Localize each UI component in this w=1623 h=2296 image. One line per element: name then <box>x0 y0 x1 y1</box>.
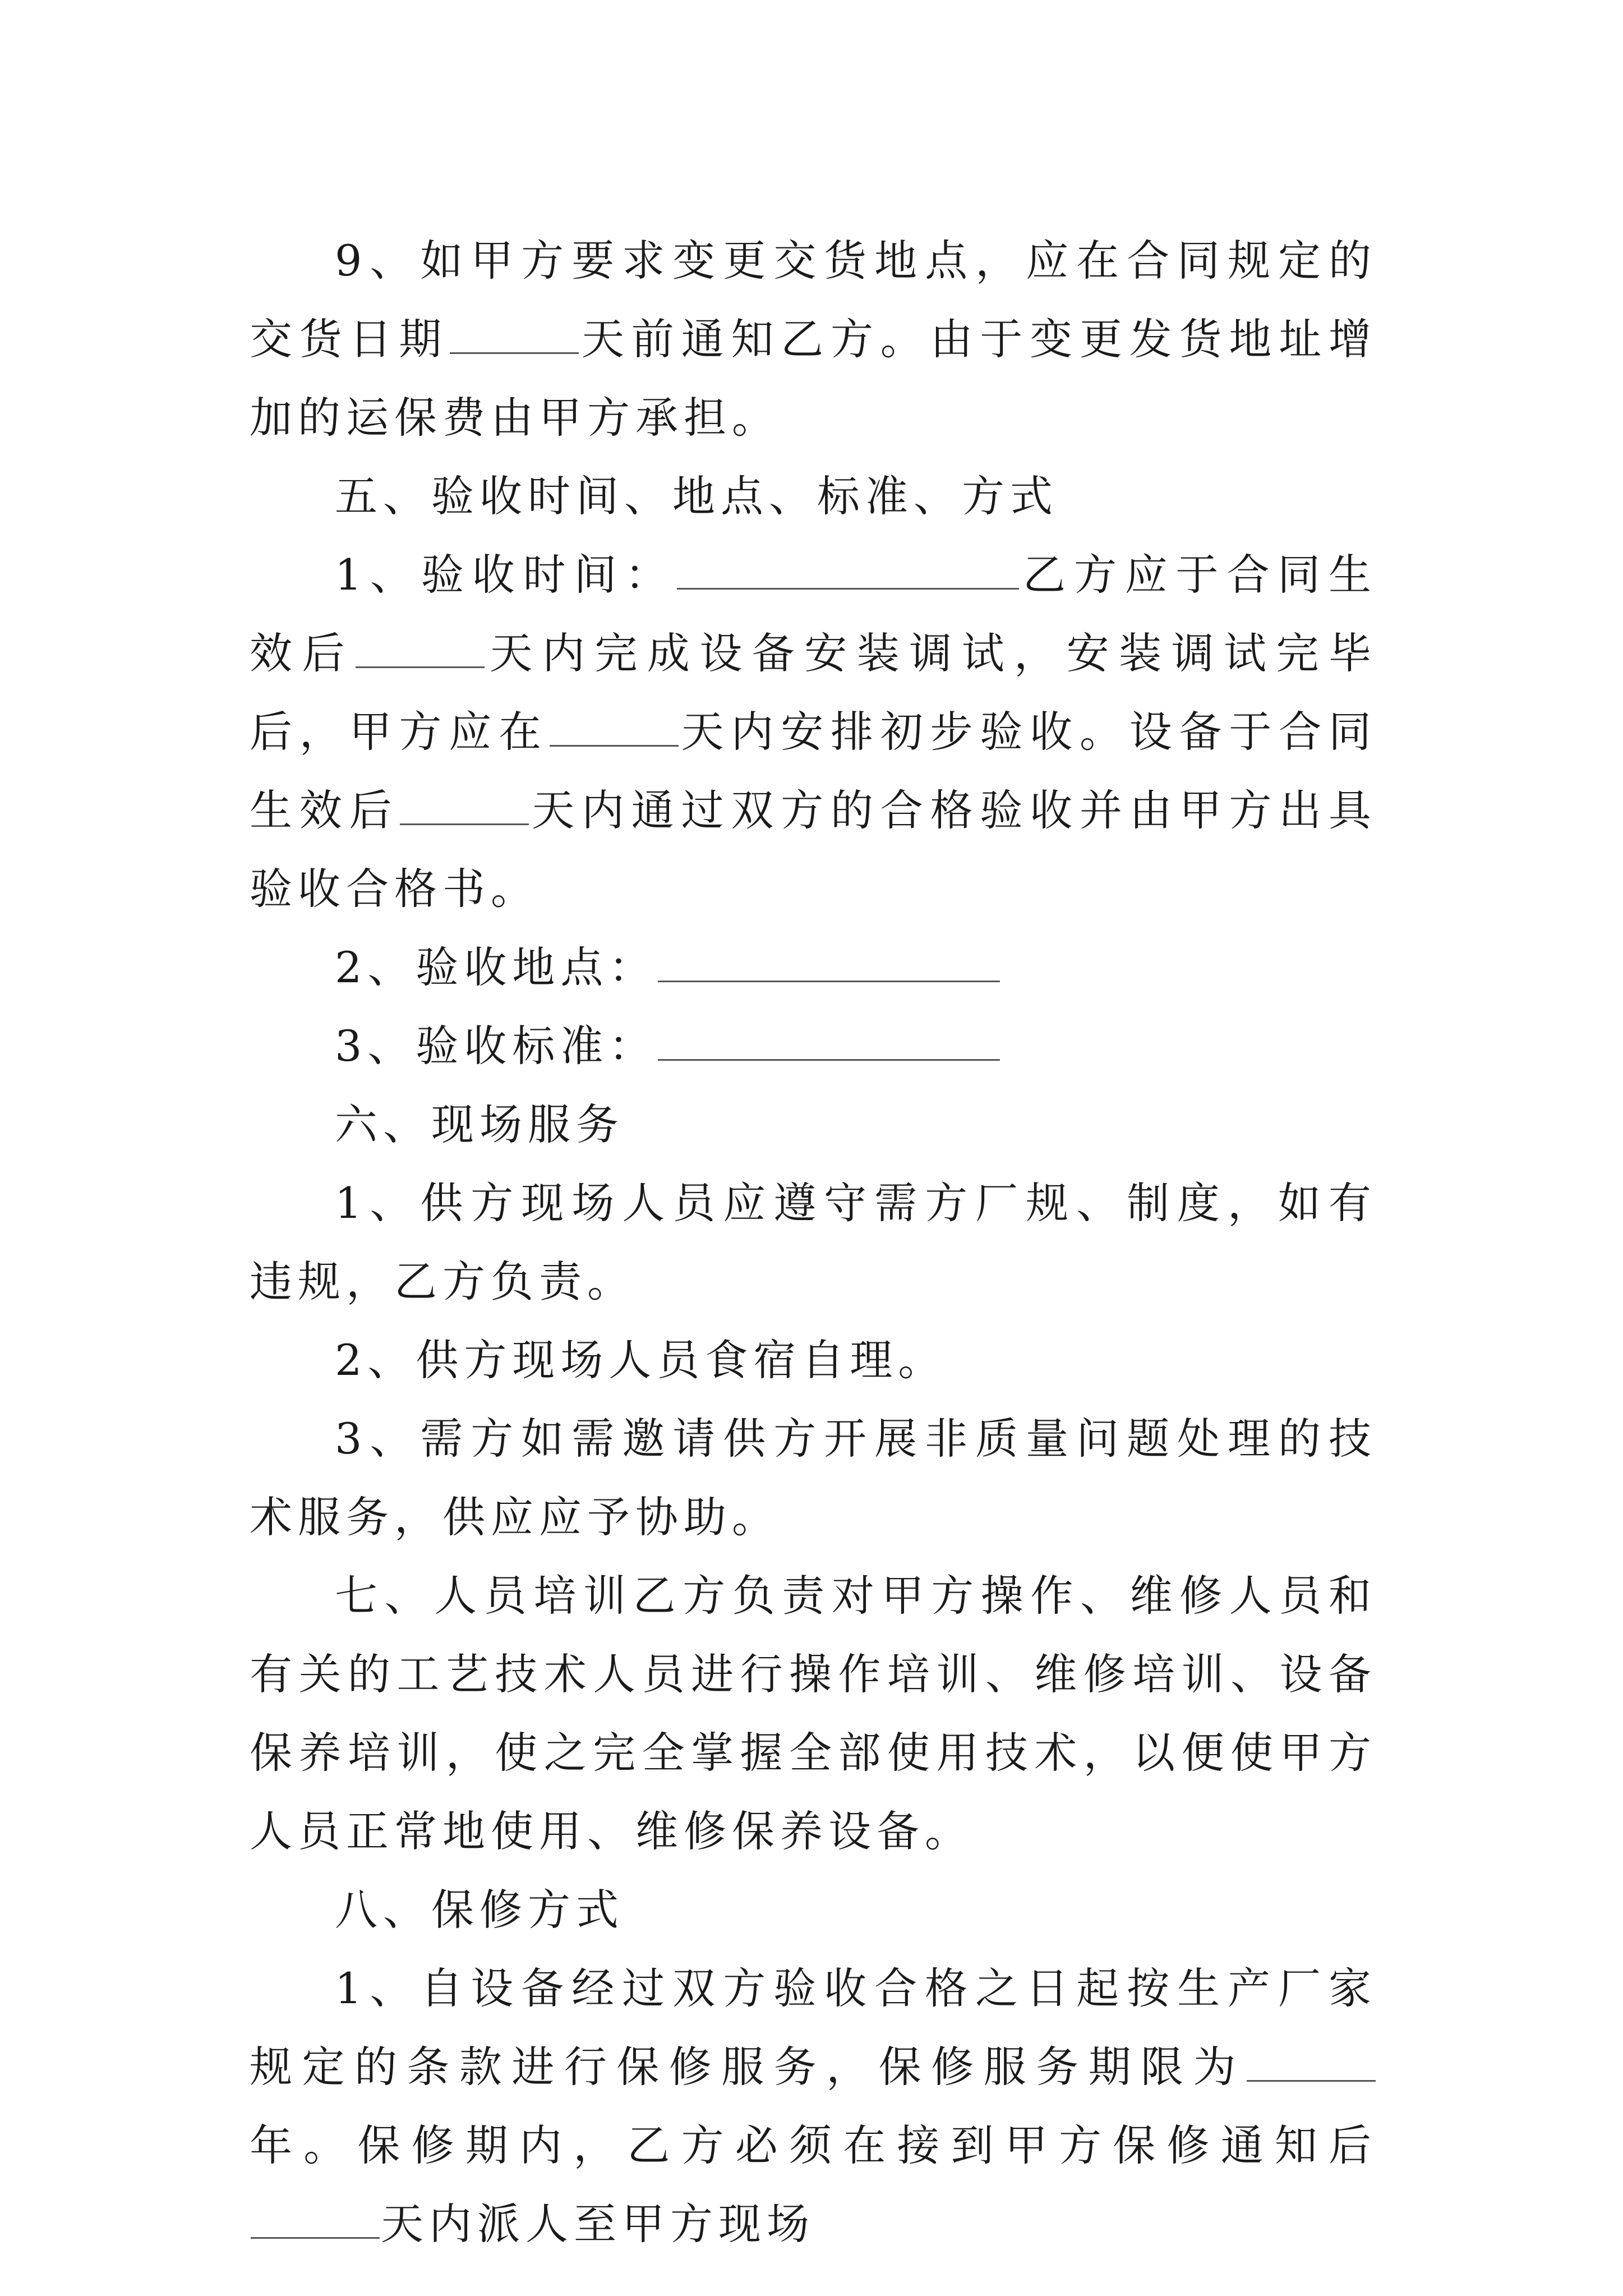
section-heading-6: 六、现场服务 <box>335 1099 624 1149</box>
clause-9-text-a: 9、如甲方要求变更交货地点，应在合同规定的交货日期 <box>250 236 1377 364</box>
clause-8-1 <box>250 1949 1377 2263</box>
section-7-text: 七、人员培训乙方负责对甲方操作、维修人员和有关的工艺技术人员进行操作培训、维修培训、设备保养培训，使之完全掌握全部使用技术，以便使甲方人员正常地使用、维修保养设备。 <box>250 1571 1377 1856</box>
contract-body <box>250 222 1377 2263</box>
section-7-training <box>250 1557 1377 1871</box>
clause-8-1-text-b: 年。保修期内，乙方必须在接到甲方保修通知后 <box>250 2120 1377 2170</box>
clause-5-1-text-c: 天内完成设备安装调试，安装调试完毕后，甲方应在 <box>250 628 1377 757</box>
fill-blank[interactable] <box>550 711 679 747</box>
clause-5-1-text-e: 天内通过双方的合格验收并由甲方出具验收合格书。 <box>250 785 1377 914</box>
clause-5-1-text-d: 天内安排初步验收。设备于合同生效后 <box>250 707 1377 835</box>
clause-5-1-text-b: 乙方应于合同生效后 <box>250 550 1377 678</box>
clause-5-1 <box>250 536 1377 928</box>
clause-5-1-text-a: 1、验收时间： <box>335 550 676 600</box>
fill-blank[interactable] <box>356 633 485 668</box>
fill-blank[interactable] <box>1247 2046 1376 2082</box>
clause-5-3-text: 3、验收标准： <box>335 1021 657 1071</box>
clause-6-2-text: 2、供方现场人员食宿自理。 <box>335 1335 947 1385</box>
clause-6-3-text: 3、需方如需邀请供方开展非质量问题处理的技术服务，供应应予协助。 <box>250 1414 1377 1542</box>
clause-9-text-b: 天前通知乙方。由于变更发货地址增加的运保费由甲方承担。 <box>250 314 1377 443</box>
clause-6-1-text: 1、供方现场人员应遵守需方厂规、制度，如有违规，乙方负责。 <box>250 1178 1377 1306</box>
fill-blank[interactable] <box>658 947 1000 982</box>
clause-9 <box>250 222 1377 457</box>
clause-5-2 <box>250 928 1377 1007</box>
fill-blank[interactable] <box>400 790 529 825</box>
clause-8-1-text-c: 天内派人至甲方现场 <box>381 2199 815 2249</box>
fill-blank[interactable] <box>450 319 579 354</box>
fill-blank[interactable] <box>677 554 1019 590</box>
section-heading-8: 八、保修方式 <box>335 1885 624 1935</box>
section-heading-5: 五、验收时间、地点、标准、方式 <box>335 471 1058 521</box>
clause-5-3 <box>250 1007 1377 1085</box>
fill-blank[interactable] <box>658 1025 1000 1061</box>
clause-5-2-text: 2、验收地点： <box>335 942 657 992</box>
fill-blank[interactable] <box>251 2203 380 2239</box>
clause-6-3 <box>250 1400 1377 1557</box>
clause-6-1 <box>250 1164 1377 1321</box>
clause-8-1-text-a: 1、自设备经过双方验收合格之日起按生产厂家规定的条款进行保修服务，保修服务期限为 <box>250 1963 1377 2092</box>
clause-6-2 <box>250 1321 1377 1400</box>
